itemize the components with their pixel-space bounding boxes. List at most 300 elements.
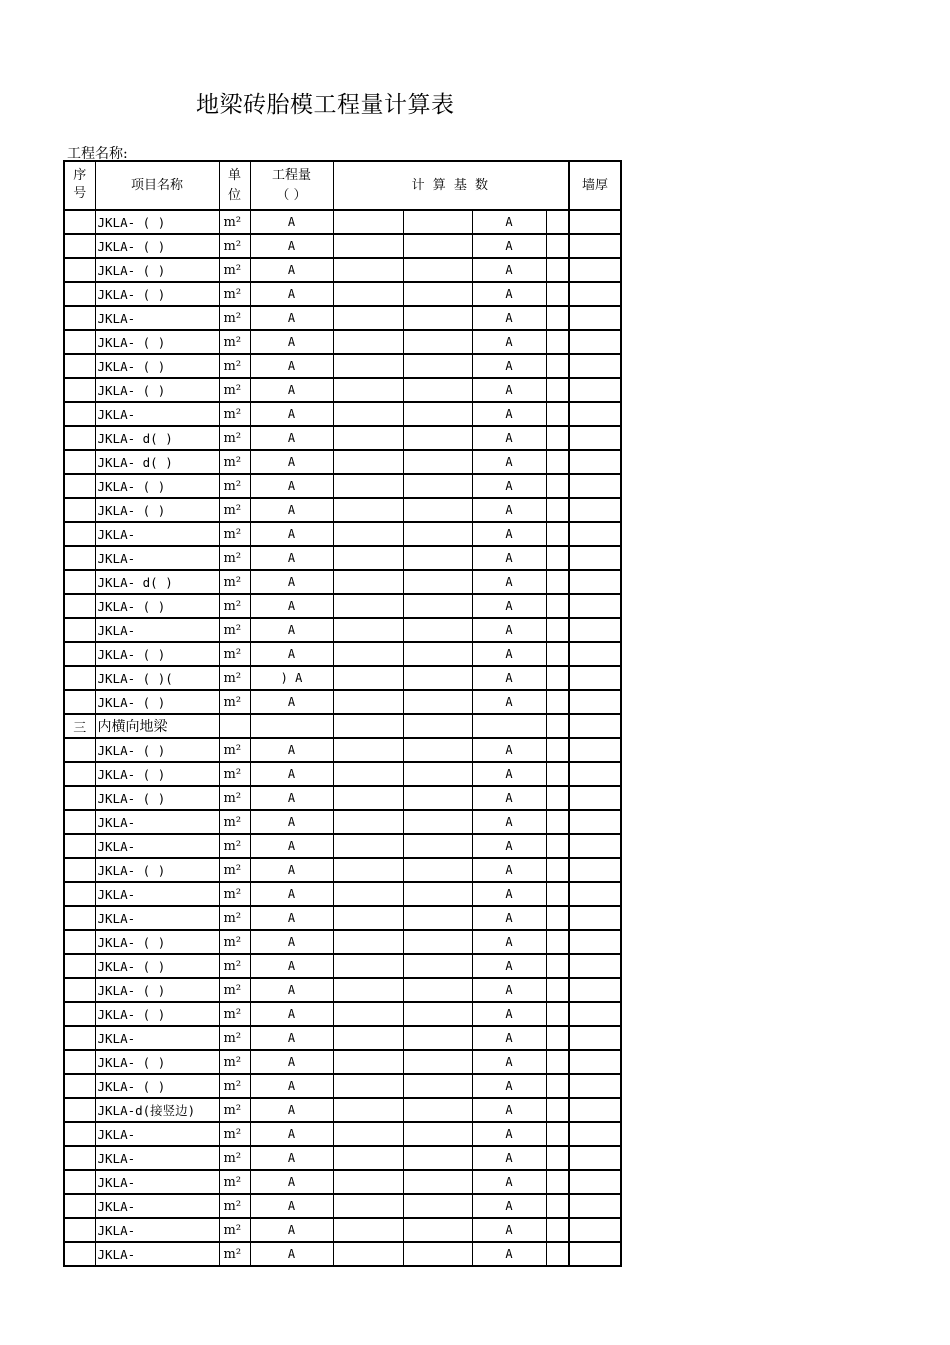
quantity-cell: A <box>250 762 333 786</box>
calc-cell-2 <box>403 930 472 954</box>
calc-cell-3: A <box>472 1170 546 1194</box>
item-name: JKLA- ( ) <box>95 474 219 498</box>
calc-cell-2 <box>403 210 472 234</box>
wall-thickness-cell <box>569 546 621 570</box>
calc-cell-3: A <box>472 762 546 786</box>
calc-cell-3: A <box>472 1194 546 1218</box>
table-row <box>64 522 621 546</box>
table-row <box>64 1098 621 1122</box>
row-number <box>64 1074 95 1098</box>
calc-cell-1 <box>333 738 403 762</box>
calc-cell-2 <box>403 618 472 642</box>
wall-thickness-cell <box>569 1146 621 1170</box>
wall-thickness-cell <box>569 378 621 402</box>
page-title: 地梁砖胎模工程量计算表 <box>196 92 455 118</box>
table-row <box>64 450 621 474</box>
item-name: JKLA- ( ) <box>95 954 219 978</box>
calc-cell-1 <box>333 354 403 378</box>
calc-cell-1 <box>333 570 403 594</box>
quantity-cell: A <box>250 1146 333 1170</box>
row-number <box>64 474 95 498</box>
unit-cell: m² <box>219 378 250 402</box>
calc-cell-1 <box>333 1146 403 1170</box>
calc-cell-4 <box>546 1242 569 1266</box>
item-name: JKLA- ( ) <box>95 378 219 402</box>
calc-cell-1 <box>333 618 403 642</box>
calc-cell-1 <box>333 210 403 234</box>
calc-cell-1 <box>333 882 403 906</box>
table-row <box>64 906 621 930</box>
row-number <box>64 1050 95 1074</box>
calc-cell-1 <box>333 930 403 954</box>
wall-thickness-cell <box>569 954 621 978</box>
header-qty-text: 工程量（ ） <box>271 167 311 203</box>
table-row <box>64 426 621 450</box>
item-name: JKLA- ( ) <box>95 930 219 954</box>
table-row <box>64 1194 621 1218</box>
table-row <box>64 354 621 378</box>
row-number <box>64 426 95 450</box>
row-number <box>64 642 95 666</box>
item-name: JKLA- ( ) <box>95 690 219 714</box>
calc-cell-2 <box>403 354 472 378</box>
item-name: JKLA- ( ) <box>95 642 219 666</box>
table-row <box>64 282 621 306</box>
unit-cell: m² <box>219 858 250 882</box>
calc-cell-2 <box>403 522 472 546</box>
unit-cell: m² <box>219 474 250 498</box>
quantity-cell: A <box>250 354 333 378</box>
wall-thickness-cell <box>569 1074 621 1098</box>
calc-cell-4 <box>546 1146 569 1170</box>
table-row <box>64 570 621 594</box>
calc-cell-2 <box>403 1098 472 1122</box>
row-number <box>64 306 95 330</box>
quantity-cell: A <box>250 306 333 330</box>
calc-cell-2 <box>403 378 472 402</box>
calc-cell-1 <box>333 666 403 690</box>
table-row <box>64 1122 621 1146</box>
wall-thickness-cell <box>569 714 621 738</box>
row-number <box>64 954 95 978</box>
calc-cell-4 <box>546 474 569 498</box>
unit-cell: m² <box>219 1026 250 1050</box>
calc-cell-2 <box>403 858 472 882</box>
calc-cell-1 <box>333 1170 403 1194</box>
calc-cell-2 <box>403 1122 472 1146</box>
calc-cell-4 <box>546 978 569 1002</box>
calc-cell-2 <box>403 690 472 714</box>
calc-cell-2 <box>403 786 472 810</box>
project-name-label: 工程名称: <box>67 146 128 162</box>
calc-cell-4 <box>546 810 569 834</box>
row-number <box>64 858 95 882</box>
calc-cell-3: A <box>472 426 546 450</box>
calc-cell-1 <box>333 858 403 882</box>
calc-cell-4 <box>546 330 569 354</box>
item-name: JKLA- ( ) <box>95 282 219 306</box>
item-name: JKLA- <box>95 906 219 930</box>
row-number <box>64 450 95 474</box>
quantity-table <box>63 160 622 1267</box>
table-row <box>64 978 621 1002</box>
calc-cell-3: A <box>472 1098 546 1122</box>
wall-thickness-cell <box>569 570 621 594</box>
quantity-cell: A <box>250 810 333 834</box>
calc-cell-1 <box>333 258 403 282</box>
table-row <box>64 1218 621 1242</box>
calc-cell-4 <box>546 882 569 906</box>
calc-cell-4 <box>546 210 569 234</box>
wall-thickness-cell <box>569 1002 621 1026</box>
row-number <box>64 834 95 858</box>
item-name: JKLA- ( ) <box>95 258 219 282</box>
calc-cell-4 <box>546 546 569 570</box>
wall-thickness-cell <box>569 282 621 306</box>
calc-cell-1 <box>333 522 403 546</box>
calc-cell-4 <box>546 498 569 522</box>
unit-cell: m² <box>219 1194 250 1218</box>
quantity-cell: A <box>250 378 333 402</box>
row-number <box>64 618 95 642</box>
table-row <box>64 402 621 426</box>
item-name: JKLA- <box>95 618 219 642</box>
calc-cell-4 <box>546 666 569 690</box>
row-number <box>64 1122 95 1146</box>
quantity-cell: A <box>250 570 333 594</box>
quantity-cell: A <box>250 1050 333 1074</box>
calc-cell-4 <box>546 618 569 642</box>
calc-cell-4 <box>546 1098 569 1122</box>
calc-cell-3: A <box>472 258 546 282</box>
row-number: 三 <box>64 714 95 738</box>
wall-thickness-cell <box>569 1122 621 1146</box>
header-name: 项目名称 <box>95 161 219 210</box>
calc-cell-2 <box>403 714 472 738</box>
unit-cell: m² <box>219 330 250 354</box>
unit-cell: m² <box>219 762 250 786</box>
quantity-cell: A <box>250 882 333 906</box>
calc-cell-2 <box>403 1194 472 1218</box>
calc-cell-3: A <box>472 474 546 498</box>
calc-cell-4 <box>546 906 569 930</box>
item-name: JKLA- <box>95 1122 219 1146</box>
calc-cell-1 <box>333 834 403 858</box>
table-row <box>64 594 621 618</box>
row-number <box>64 258 95 282</box>
calc-cell-3: A <box>472 1218 546 1242</box>
table-row <box>64 210 621 234</box>
calc-cell-4 <box>546 594 569 618</box>
quantity-cell: A <box>250 738 333 762</box>
unit-cell: m² <box>219 666 250 690</box>
quantity-cell: A <box>250 1074 333 1098</box>
calc-cell-1 <box>333 1026 403 1050</box>
calc-cell-4 <box>546 714 569 738</box>
row-number <box>64 666 95 690</box>
calc-cell-2 <box>403 642 472 666</box>
wall-thickness-cell <box>569 930 621 954</box>
calc-cell-1 <box>333 1218 403 1242</box>
calc-cell-1 <box>333 954 403 978</box>
calc-cell-1 <box>333 1002 403 1026</box>
unit-cell: m² <box>219 690 250 714</box>
calc-cell-4 <box>546 1122 569 1146</box>
table-row <box>64 1242 621 1266</box>
quantity-cell <box>250 714 333 738</box>
calc-cell-1 <box>333 282 403 306</box>
calc-cell-3: A <box>472 954 546 978</box>
quantity-cell: A <box>250 858 333 882</box>
item-name: JKLA- <box>95 306 219 330</box>
table-body <box>64 210 621 1266</box>
calc-cell-3: A <box>472 546 546 570</box>
row-number <box>64 1218 95 1242</box>
calc-cell-4 <box>546 1074 569 1098</box>
calc-cell-2 <box>403 450 472 474</box>
wall-thickness-cell <box>569 522 621 546</box>
row-number <box>64 882 95 906</box>
quantity-cell: A <box>250 282 333 306</box>
calc-cell-2 <box>403 426 472 450</box>
calc-cell-3: A <box>472 234 546 258</box>
quantity-cell: A <box>250 642 333 666</box>
calc-cell-1 <box>333 330 403 354</box>
quantity-cell: A <box>250 834 333 858</box>
unit-cell: m² <box>219 834 250 858</box>
calc-cell-2 <box>403 1002 472 1026</box>
item-name: JKLA- ( ) <box>95 498 219 522</box>
item-name: JKLA- d( ) <box>95 450 219 474</box>
quantity-cell: A <box>250 930 333 954</box>
calc-cell-2 <box>403 666 472 690</box>
wall-thickness-cell <box>569 666 621 690</box>
table-row <box>64 234 621 258</box>
quantity-cell: A <box>250 522 333 546</box>
wall-thickness-cell <box>569 1218 621 1242</box>
wall-thickness-cell <box>569 906 621 930</box>
item-name: JKLA- <box>95 402 219 426</box>
calc-cell-4 <box>546 1050 569 1074</box>
table-row <box>64 858 621 882</box>
calc-cell-1 <box>333 762 403 786</box>
wall-thickness-cell <box>569 1194 621 1218</box>
calc-cell-4 <box>546 354 569 378</box>
row-number <box>64 570 95 594</box>
calc-cell-3: A <box>472 930 546 954</box>
wall-thickness-cell <box>569 786 621 810</box>
quantity-cell: A <box>250 978 333 1002</box>
unit-cell: m² <box>219 906 250 930</box>
wall-thickness-cell <box>569 330 621 354</box>
calc-cell-3: A <box>472 210 546 234</box>
calc-cell-3: A <box>472 570 546 594</box>
table-row <box>64 546 621 570</box>
row-number <box>64 906 95 930</box>
item-name: JKLA- ( ) <box>95 1002 219 1026</box>
row-number <box>64 402 95 426</box>
quantity-cell: A <box>250 954 333 978</box>
wall-thickness-cell <box>569 354 621 378</box>
calc-cell-1 <box>333 1050 403 1074</box>
item-name: JKLA- ( ) <box>95 978 219 1002</box>
quantity-cell: A <box>250 1242 333 1266</box>
quantity-cell: A <box>250 1026 333 1050</box>
quantity-cell: A <box>250 1218 333 1242</box>
row-number <box>64 522 95 546</box>
unit-cell: m² <box>219 810 250 834</box>
calc-cell-2 <box>403 882 472 906</box>
calc-cell-1 <box>333 450 403 474</box>
calc-cell-4 <box>546 930 569 954</box>
row-number <box>64 498 95 522</box>
calc-cell-3: A <box>472 498 546 522</box>
calc-cell-2 <box>403 330 472 354</box>
calc-cell-3: A <box>472 1002 546 1026</box>
calc-cell-4 <box>546 858 569 882</box>
quantity-cell: A <box>250 1002 333 1026</box>
wall-thickness-cell <box>569 594 621 618</box>
calc-cell-3: A <box>472 834 546 858</box>
quantity-cell: A <box>250 474 333 498</box>
calc-cell-3: A <box>472 738 546 762</box>
unit-cell: m² <box>219 738 250 762</box>
calc-cell-1 <box>333 1242 403 1266</box>
calc-cell-4 <box>546 522 569 546</box>
calc-cell-2 <box>403 546 472 570</box>
calc-cell-3: A <box>472 1122 546 1146</box>
calc-cell-4 <box>546 1170 569 1194</box>
unit-cell: m² <box>219 1242 250 1266</box>
header-wall: 墙厚 <box>569 161 621 210</box>
wall-thickness-cell <box>569 474 621 498</box>
unit-cell: m² <box>219 402 250 426</box>
table-row <box>64 498 621 522</box>
calc-cell-4 <box>546 642 569 666</box>
unit-cell: m² <box>219 1146 250 1170</box>
calc-cell-1 <box>333 474 403 498</box>
wall-thickness-cell <box>569 234 621 258</box>
item-name: JKLA- <box>95 834 219 858</box>
calc-cell-2 <box>403 234 472 258</box>
section-row <box>64 714 621 738</box>
item-name: JKLA- <box>95 1242 219 1266</box>
unit-cell: m² <box>219 570 250 594</box>
calc-cell-2 <box>403 1170 472 1194</box>
calc-cell-3: A <box>472 1026 546 1050</box>
calc-cell-3: A <box>472 1146 546 1170</box>
calc-cell-4 <box>546 426 569 450</box>
table-row <box>64 930 621 954</box>
quantity-cell: A <box>250 594 333 618</box>
unit-cell: m² <box>219 1002 250 1026</box>
calc-cell-1 <box>333 906 403 930</box>
calc-cell-3: A <box>472 882 546 906</box>
unit-cell: m² <box>219 1074 250 1098</box>
item-name: JKLA- <box>95 1146 219 1170</box>
calc-cell-2 <box>403 762 472 786</box>
row-number <box>64 1026 95 1050</box>
quantity-cell: A <box>250 690 333 714</box>
table-row <box>64 642 621 666</box>
item-name: JKLA- <box>95 522 219 546</box>
quantity-cell: A <box>250 1122 333 1146</box>
item-name: JKLA- ( ) <box>95 858 219 882</box>
item-name: 内横向地梁 <box>95 714 219 738</box>
item-name: JKLA- <box>95 810 219 834</box>
calc-cell-3: A <box>472 642 546 666</box>
calc-cell-2 <box>403 474 472 498</box>
unit-cell: m² <box>219 210 250 234</box>
row-number <box>64 210 95 234</box>
item-name: JKLA- ( ) <box>95 762 219 786</box>
calc-cell-4 <box>546 258 569 282</box>
calc-cell-3: A <box>472 330 546 354</box>
unit-cell: m² <box>219 306 250 330</box>
quantity-cell: A <box>250 330 333 354</box>
header-no-text: 序号 <box>73 168 87 201</box>
quantity-cell: A <box>250 786 333 810</box>
item-name: JKLA- ( ) <box>95 210 219 234</box>
row-number <box>64 282 95 306</box>
item-name: JKLA- <box>95 1026 219 1050</box>
table-row <box>64 1002 621 1026</box>
wall-thickness-cell <box>569 642 621 666</box>
row-number <box>64 978 95 1002</box>
unit-cell: m² <box>219 522 250 546</box>
row-number <box>64 1170 95 1194</box>
calc-cell-4 <box>546 306 569 330</box>
item-name: JKLA- d( ) <box>95 426 219 450</box>
calc-cell-1 <box>333 234 403 258</box>
calc-cell-3: A <box>472 1050 546 1074</box>
calc-cell-2 <box>403 498 472 522</box>
item-name: JKLA- <box>95 546 219 570</box>
item-name: JKLA- ( ) <box>95 354 219 378</box>
calc-cell-3: A <box>472 306 546 330</box>
wall-thickness-cell <box>569 882 621 906</box>
calc-cell-4 <box>546 234 569 258</box>
calc-cell-4 <box>546 282 569 306</box>
row-number <box>64 738 95 762</box>
wall-thickness-cell <box>569 618 621 642</box>
table-row <box>64 690 621 714</box>
table-row <box>64 330 621 354</box>
calc-cell-4 <box>546 1002 569 1026</box>
wall-thickness-cell <box>569 978 621 1002</box>
calc-cell-1 <box>333 426 403 450</box>
wall-thickness-cell <box>569 762 621 786</box>
row-number <box>64 1098 95 1122</box>
unit-cell: m² <box>219 786 250 810</box>
row-number <box>64 330 95 354</box>
calc-cell-2 <box>403 1146 472 1170</box>
calc-cell-2 <box>403 978 472 1002</box>
calc-cell-2 <box>403 402 472 426</box>
table-row <box>64 834 621 858</box>
header-unit-text: 单位 <box>227 167 241 203</box>
unit-cell: m² <box>219 618 250 642</box>
header-qty <box>250 161 333 210</box>
calc-cell-2 <box>403 834 472 858</box>
calc-cell-1 <box>333 378 403 402</box>
item-name: JKLA- d( ) <box>95 570 219 594</box>
unit-cell: m² <box>219 1218 250 1242</box>
item-name: JKLA- ( ) <box>95 330 219 354</box>
quantity-cell: A <box>250 618 333 642</box>
unit-cell: m² <box>219 954 250 978</box>
row-number <box>64 354 95 378</box>
